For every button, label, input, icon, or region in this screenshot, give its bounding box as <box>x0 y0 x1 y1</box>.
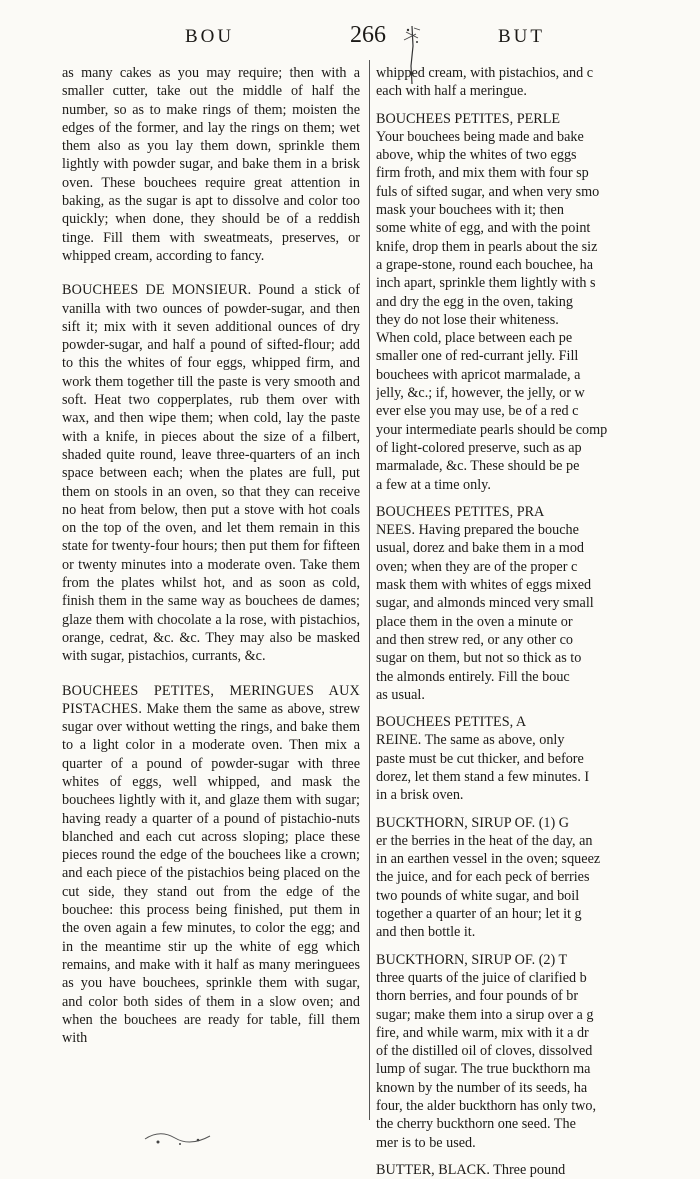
text-line: Your bouchees being made and bake <box>376 128 584 145</box>
text-line: REINE. The same as above, only <box>376 732 565 749</box>
paragraph-gap <box>376 805 700 814</box>
column-divider <box>369 60 370 1120</box>
text-line: known by the number of its seeds, ha <box>376 1079 588 1096</box>
text-line: thorn berries, and four pounds of br <box>376 988 579 1005</box>
text-line: whipped cream, with pistachios, and c <box>376 65 594 81</box>
text-line: lump of sugar. The true buckthorn ma <box>376 1061 591 1078</box>
entry-text: Pound a stick of vanilla with two ounces of powder-sugar, and then sift it; mix with it seven additional ounces of dry powder-sugar, and half a pound of sifted-flour; add to this the whites of four eggs, whipped firm, and work them together till the paste is very smooth and soft. Heat two copperplates, rub them over with wax, and then wipe them; when cold, lay the paste with a knife, in pieces about the size of a filbert, shaded quite round, leave three-quarters of an inch space between each; when the plates are full, put them on stools in an oven, so that they can receive no heat from below, then put a stove with hot coals on the top of the oven, and let them remain in this state for twenty-four hours; then put them for fifteen or twenty minutes into a moderate oven. Take them from the plates whilst hot, and as soon as cold, finish them in the same way as bouchees de dames; glaze them with chocolate a la rose, with pistachios, orange, cedrat, &c. &c. They may also be masked with sugar, pistachios, currants, &c. <box>62 282 360 665</box>
text-line: jelly, &c.; if, however, the jelly, or w <box>376 385 585 402</box>
text-line: together a quarter of an hour; let it g <box>376 906 582 923</box>
entry-bouchees-de-monsieur <box>62 281 360 665</box>
entry-heading: BOUCHEES DE MONSIEUR. <box>62 282 252 299</box>
text-line: four, the alder buckthorn has only two, <box>376 1098 597 1115</box>
entry-heading: BOUCHEES PETITES, MERINGUES AUX PISTACHES. <box>62 682 360 717</box>
text-line: three quarts of the juice of clarified b <box>376 969 587 986</box>
text-line: dorez, let them stand a few minutes. I <box>376 768 590 785</box>
text-line: inch apart, sprinkle them lightly with s <box>376 275 596 292</box>
text-line: some white of egg, and with the point <box>376 220 591 237</box>
text-line: and then bottle it. <box>376 924 476 941</box>
text-line: marmalade, &c. These should be pe <box>376 458 580 475</box>
text-line: above, whip the whites of two eggs <box>376 147 577 164</box>
text-line: of light-colored preserve, such as ap <box>376 439 582 456</box>
text-line: bouchees with apricot marmalade, a <box>376 366 581 383</box>
text-line: of the distilled oil of cloves, dissolved <box>376 1043 593 1060</box>
paragraph-gap <box>376 494 700 503</box>
text-line: BUTTER, BLACK. Three pound <box>376 1161 566 1178</box>
text-line: usual, dorez and bake them in a mod <box>376 540 585 557</box>
text-line: and then strew red, or any other co <box>376 631 573 648</box>
text-line: smaller one of red-currant jelly. Fill <box>376 348 579 365</box>
paragraph-gap <box>376 704 700 713</box>
text-line: oven; when they are of the proper c <box>376 558 578 575</box>
text-line: as usual. <box>376 686 425 703</box>
entry-bouchees-petites-meringues <box>62 682 360 1048</box>
text-line: in an earthen vessel in the oven; squeez <box>376 851 601 868</box>
paragraph-gap <box>376 942 700 951</box>
text-line: ever else you may use, be of a red c <box>376 403 579 420</box>
text-line: sugar on them, but not so thick as to <box>376 650 582 667</box>
continued-paragraph: as many cakes as you may require; then with a smaller cutter, take out the middle of half the number, so as to make rings of them; moisten the edges of the former, and lay the rings on them; wet them also as you lay them down, sprinkle them lightly with powder sugar, and bake them in a brisk oven. These bouchees require great attention in baking, as the sugar is apt to dissolve and color too quickly; when done, they should be of a reddish tinge. Fill them with sweatmeats, preserves, or whipped cream, according to fancy. <box>62 65 360 264</box>
text-line: fire, and while warm, mix with it a dr <box>376 1024 589 1041</box>
text-line: the juice, and for each peck of berries <box>376 869 590 886</box>
text-line: in a brisk oven. <box>376 787 464 804</box>
running-header <box>0 22 700 52</box>
text-line: paste must be cut thicker, and before <box>376 750 584 767</box>
page-number: 266 <box>350 22 386 48</box>
text-line: your intermediate pearls should be comp <box>376 421 608 438</box>
entry-text: Make them the same as above, strew sugar over without wetting the rings, and bake them to a light color in a moderate oven. Then mix a quarter of a pound of powder-sugar with three whites of eggs, well whipped, and mask the bouchees lightly with it, and glaze them with sugar; having ready a quarter of a pound of pistachio-nuts blanched and each cut across sloping; place these pieces round the edge of the bouchees like a crown; and each piece of the pistachios being placed on the cut side, they stand out from the edge of the bouchee: this process being finished, put them in the oven again a few minutes, to color the egg; and in the meantime stir up the white of egg which remains, and make with it half as many meringuees as you have bouchees, sprinkle them with sugar, and color both sides of them in a slow oven; and when the bouchees are ready for table, fill them with <box>62 700 360 1047</box>
header-left-guideword: BOU <box>185 26 235 47</box>
right-column <box>376 64 700 1179</box>
text-line: BOUCHEES PETITES, PRA <box>376 503 545 520</box>
text-line: fuls of sifted sugar, and when very smo <box>376 183 600 200</box>
text-line: BUCKTHORN, SIRUP OF. (2) T <box>376 951 568 968</box>
text-line: a grape-stone, round each bouchee, ha <box>376 256 594 273</box>
text-line: er the berries in the heat of the day, an <box>376 832 593 849</box>
text-line: each with half a meringue. <box>376 83 527 100</box>
text-line: When cold, place between each pe <box>376 330 573 347</box>
text-line: knife, drop them in pearls about the siz <box>376 238 598 255</box>
text-line: sugar; make them into a sirup over a g <box>376 1006 594 1023</box>
text-line: firm froth, and mix them with four sp <box>376 165 589 182</box>
text-line: they do not lose their whiteness. <box>376 311 559 328</box>
header-right-guideword: BUT <box>498 26 545 47</box>
text-line: mask them with whites of eggs mixed <box>376 577 592 594</box>
left-column <box>62 64 360 1063</box>
text-line: mask your bouchees with it; then <box>376 202 564 219</box>
text-line: sugar, and almonds minced very small <box>376 595 594 612</box>
text-line: place them in the oven a minute or <box>376 613 573 630</box>
text-line: BOUCHEES PETITES, PERLE <box>376 110 561 127</box>
bottom-ink-smudge <box>140 1124 220 1154</box>
text-line: and dry the egg in the oven, taking <box>376 293 573 310</box>
text-line: two pounds of white sugar, and boil <box>376 887 580 904</box>
text-line: the almonds entirely. Fill the bouc <box>376 668 570 685</box>
text-line: BOUCHEES PETITES, A <box>376 714 527 731</box>
text-line: the cherry buckthorn one seed. The <box>376 1116 576 1133</box>
text-line: NEES. Having prepared the bouche <box>376 522 579 539</box>
text-line: BUCKTHORN, SIRUP OF. (1) G <box>376 814 570 831</box>
paragraph-gap <box>376 101 700 110</box>
text-line: a few at a time only. <box>376 476 491 493</box>
text-line: mer is to be used. <box>376 1134 476 1151</box>
